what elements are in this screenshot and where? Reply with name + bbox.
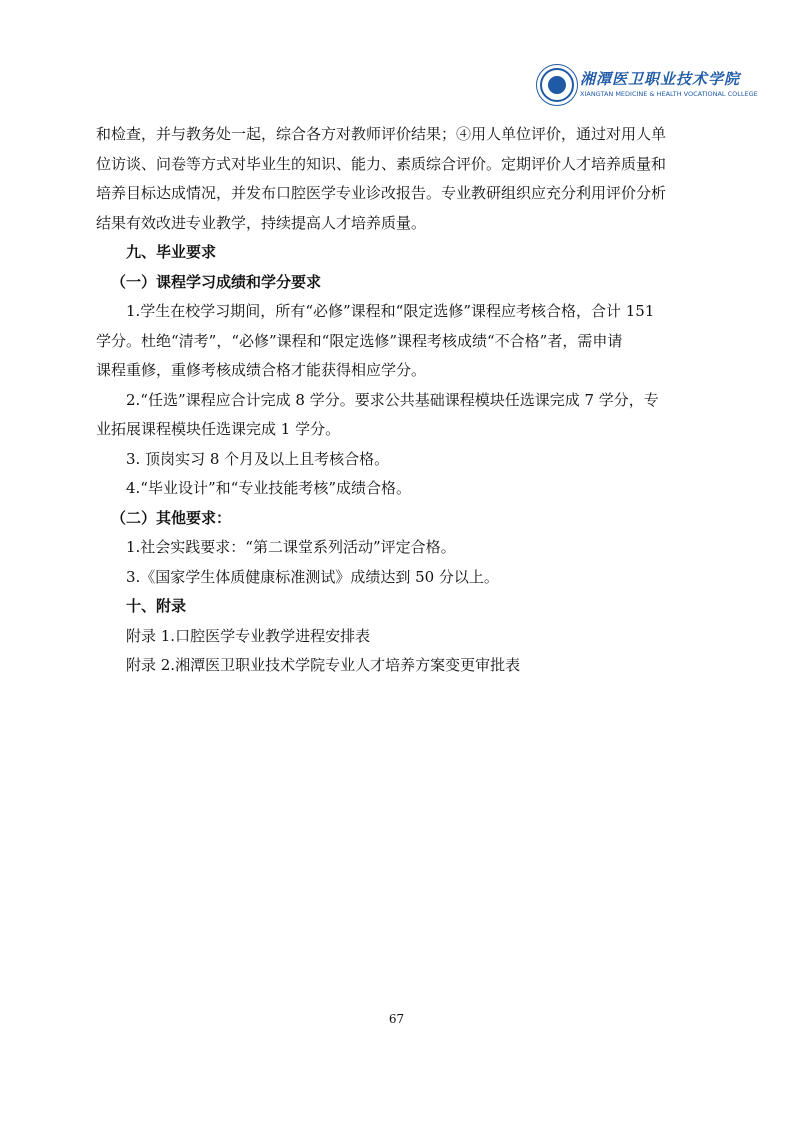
item1-line-3: 课程重修，重修考核成绩合格才能获得相应学分。 <box>96 361 427 379</box>
section-heading-appendix: 十、附录 <box>126 597 187 615</box>
school-emblem-icon <box>540 68 574 102</box>
page-body <box>96 120 696 681</box>
subheading-other-requirements: （二）其他要求： <box>111 508 232 527</box>
item1-line-2: 学分。杜绝“清考”，“必修”课程和“限定选修”课程考核成绩“不合格”者，需申请 <box>96 331 623 350</box>
para1-line-3: 培养目标达成情况，并发布口腔医学专业诊改报告。专业教研组织应充分利用评价分析 <box>96 184 667 202</box>
school-name-cn: 湘潭医卫职业技术学院 <box>580 70 741 88</box>
item3: 3. 顶岗实习 8 个月及以上且考核合格。 <box>126 449 390 468</box>
para1-line-4: 结果有效改进专业教学，持续提高人才培养质量。 <box>96 213 427 232</box>
section-heading-graduation: 九、毕业要求 <box>126 243 217 261</box>
item1-line-1: 1.学生在校学习期间，所有“必修”课程和“限定选修”课程应考核合格，合计 151 <box>126 302 655 320</box>
school-logo-header <box>536 60 758 112</box>
subheading-course-credits: （一）课程学习成绩和学分要求 <box>111 272 322 291</box>
other-item-3: 3.《国家学生体质健康标准测试》成绩达到 50 分以上。 <box>126 567 499 586</box>
school-name-en: XIANGTAN MEDICINE & HEALTH VOCATIONAL COLLEGE <box>580 90 758 98</box>
para1-line-2: 位访谈、问卷等方式对毕业生的知识、能力、素质综合评价。定期评价人才培养质量和 <box>96 154 667 173</box>
para1-line-1: 和检查，并与教务处一起，综合各方对教师评价结果；④用人单位评价，通过对用人单 <box>96 125 667 143</box>
item2-line-2: 业拓展课程模块任选课完成 1 学分。 <box>96 420 341 438</box>
other-item-1: 1.社会实践要求：“第二课堂系列活动”评定合格。 <box>126 538 456 556</box>
appendix-item-1: 附录 1.口腔医学专业教学进程安排表 <box>126 626 371 645</box>
item2-line-1: 2.“任选”课程应合计完成 8 学分。要求公共基础课程模块任选课完成 7 学分，专 <box>126 390 659 409</box>
item4: 4.“毕业设计”和“专业技能考核”成绩合格。 <box>126 479 411 497</box>
appendix-item-2: 附录 2.湘潭医卫职业技术学院专业人才培养方案变更审批表 <box>126 656 521 674</box>
page-number: 67 <box>388 1012 405 1026</box>
